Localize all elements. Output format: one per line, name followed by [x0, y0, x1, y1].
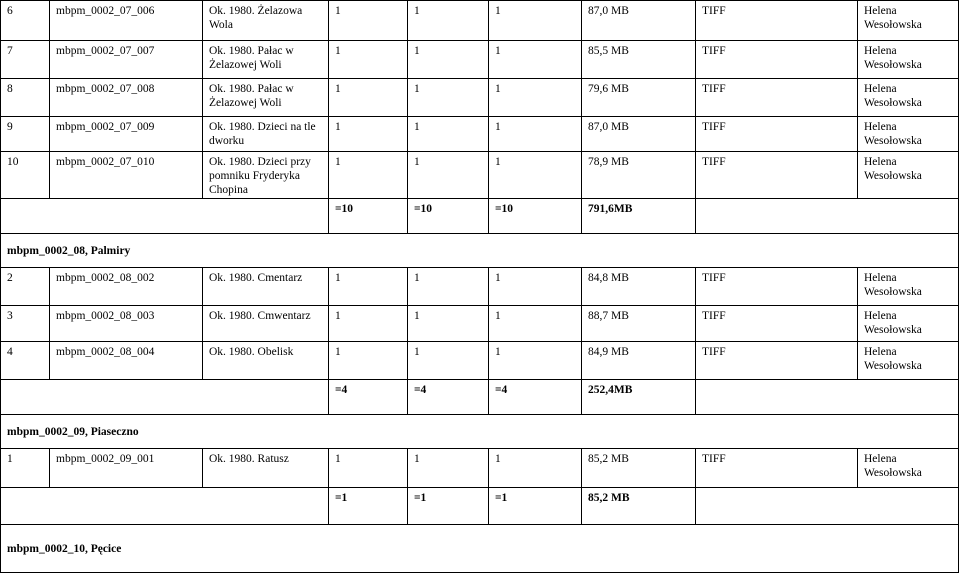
row-number: 10: [1, 152, 50, 199]
file-size: 84,9 MB: [582, 342, 696, 380]
sum-c: =1: [489, 488, 582, 525]
sum-b: =1: [408, 488, 489, 525]
table-row: [1, 152, 959, 199]
table-row: [1, 449, 959, 488]
file-format: TIFF: [696, 342, 858, 380]
sum-row: [1, 380, 959, 415]
count-c: 1: [489, 117, 582, 152]
sum-row: [1, 199, 959, 234]
file-size: 85,2 MB: [582, 449, 696, 488]
row-number: 7: [1, 41, 50, 79]
photo-title: Ok. 1980. Ratusz: [203, 449, 329, 488]
count-c: 1: [489, 152, 582, 199]
file-format: TIFF: [696, 117, 858, 152]
file-format: TIFF: [696, 152, 858, 199]
table-row: [1, 117, 959, 152]
row-number: 1: [1, 449, 50, 488]
count-b: 1: [408, 268, 489, 306]
count-c: 1: [489, 41, 582, 79]
row-number: 2: [1, 268, 50, 306]
count-b: 1: [408, 449, 489, 488]
count-c: 1: [489, 1, 582, 41]
count-c: 1: [489, 342, 582, 380]
signature: mbpm_0002_09_001: [50, 449, 203, 488]
sum-a: =1: [329, 488, 408, 525]
sum-spacer: [1, 488, 329, 525]
count-c: 1: [489, 449, 582, 488]
count-b: 1: [408, 79, 489, 117]
count-a: 1: [329, 117, 408, 152]
sum-spacer-right: [696, 488, 959, 525]
signature: mbpm_0002_07_007: [50, 41, 203, 79]
count-c: 1: [489, 79, 582, 117]
section-header-row: [1, 415, 959, 449]
section-header: mbpm_0002_10, Pęcice: [1, 525, 959, 573]
photo-title: Ok. 1980. Dzieci na tle dworku: [203, 117, 329, 152]
file-format: TIFF: [696, 306, 858, 342]
count-a: 1: [329, 449, 408, 488]
photo-title: Ok. 1980. Cmwentarz: [203, 306, 329, 342]
count-a: 1: [329, 79, 408, 117]
count-b: 1: [408, 1, 489, 41]
table-row: [1, 342, 959, 380]
photo-title: Ok. 1980. Pałac w Żelazowej Woli: [203, 79, 329, 117]
file-format: TIFF: [696, 268, 858, 306]
row-number: 9: [1, 117, 50, 152]
photo-title: Ok. 1980. Cmentarz: [203, 268, 329, 306]
signature: mbpm_0002_08_003: [50, 306, 203, 342]
file-size: 85,5 MB: [582, 41, 696, 79]
sum-row: [1, 488, 959, 525]
file-size: 79,6 MB: [582, 79, 696, 117]
table-row: [1, 1, 959, 41]
count-b: 1: [408, 342, 489, 380]
file-format: TIFF: [696, 449, 858, 488]
section-header-row: [1, 525, 959, 573]
file-size: 84,8 MB: [582, 268, 696, 306]
count-a: 1: [329, 268, 408, 306]
count-b: 1: [408, 152, 489, 199]
inventory-table-body: [1, 1, 959, 573]
file-format: TIFF: [696, 79, 858, 117]
author: Helena Wesołowska: [858, 449, 959, 488]
sum-spacer: [1, 199, 329, 234]
sum-spacer-right: [696, 199, 959, 234]
sum-b: =4: [408, 380, 489, 415]
signature: mbpm_0002_07_009: [50, 117, 203, 152]
row-number: 4: [1, 342, 50, 380]
section-header: mbpm_0002_09, Piaseczno: [1, 415, 959, 449]
author: Helena Wesołowska: [858, 117, 959, 152]
photo-title: Ok. 1980. Obelisk: [203, 342, 329, 380]
sum-a: =4: [329, 380, 408, 415]
photo-title: Ok. 1980. Pałac w Żelazowej Woli: [203, 41, 329, 79]
sum-size: 252,4MB: [582, 380, 696, 415]
signature: mbpm_0002_07_006: [50, 1, 203, 41]
table-row: [1, 79, 959, 117]
sum-b: =10: [408, 199, 489, 234]
signature: mbpm_0002_07_008: [50, 79, 203, 117]
author: Helena Wesołowska: [858, 342, 959, 380]
file-format: TIFF: [696, 41, 858, 79]
section-header: mbpm_0002_08, Palmiry: [1, 234, 959, 268]
author: Helena Wesołowska: [858, 306, 959, 342]
author: Helena Wesołowska: [858, 1, 959, 41]
count-a: 1: [329, 1, 408, 41]
count-b: 1: [408, 41, 489, 79]
count-b: 1: [408, 306, 489, 342]
count-c: 1: [489, 268, 582, 306]
sum-a: =10: [329, 199, 408, 234]
signature: mbpm_0002_07_010: [50, 152, 203, 199]
count-c: 1: [489, 306, 582, 342]
sum-size: 791,6MB: [582, 199, 696, 234]
table-row: [1, 41, 959, 79]
table-row: [1, 268, 959, 306]
file-size: 87,0 MB: [582, 117, 696, 152]
section-header-row: [1, 234, 959, 268]
author: Helena Wesołowska: [858, 152, 959, 199]
author: Helena Wesołowska: [858, 268, 959, 306]
photo-title: Ok. 1980. Żelazowa Wola: [203, 1, 329, 41]
count-a: 1: [329, 306, 408, 342]
file-size: 88,7 MB: [582, 306, 696, 342]
table-row: [1, 306, 959, 342]
sum-c: =10: [489, 199, 582, 234]
count-a: 1: [329, 342, 408, 380]
file-size: 87,0 MB: [582, 1, 696, 41]
sum-spacer-right: [696, 380, 959, 415]
author: Helena Wesołowska: [858, 79, 959, 117]
sum-size: 85,2 MB: [582, 488, 696, 525]
row-number: 3: [1, 306, 50, 342]
row-number: 6: [1, 1, 50, 41]
file-format: TIFF: [696, 1, 858, 41]
photo-title: Ok. 1980. Dzieci przy pomniku Fryderyka Chopina: [203, 152, 329, 199]
signature: mbpm_0002_08_004: [50, 342, 203, 380]
file-size: 78,9 MB: [582, 152, 696, 199]
count-b: 1: [408, 117, 489, 152]
sum-spacer: [1, 380, 329, 415]
sum-c: =4: [489, 380, 582, 415]
author: Helena Wesołowska: [858, 41, 959, 79]
row-number: 8: [1, 79, 50, 117]
count-a: 1: [329, 152, 408, 199]
count-a: 1: [329, 41, 408, 79]
signature: mbpm_0002_08_002: [50, 268, 203, 306]
